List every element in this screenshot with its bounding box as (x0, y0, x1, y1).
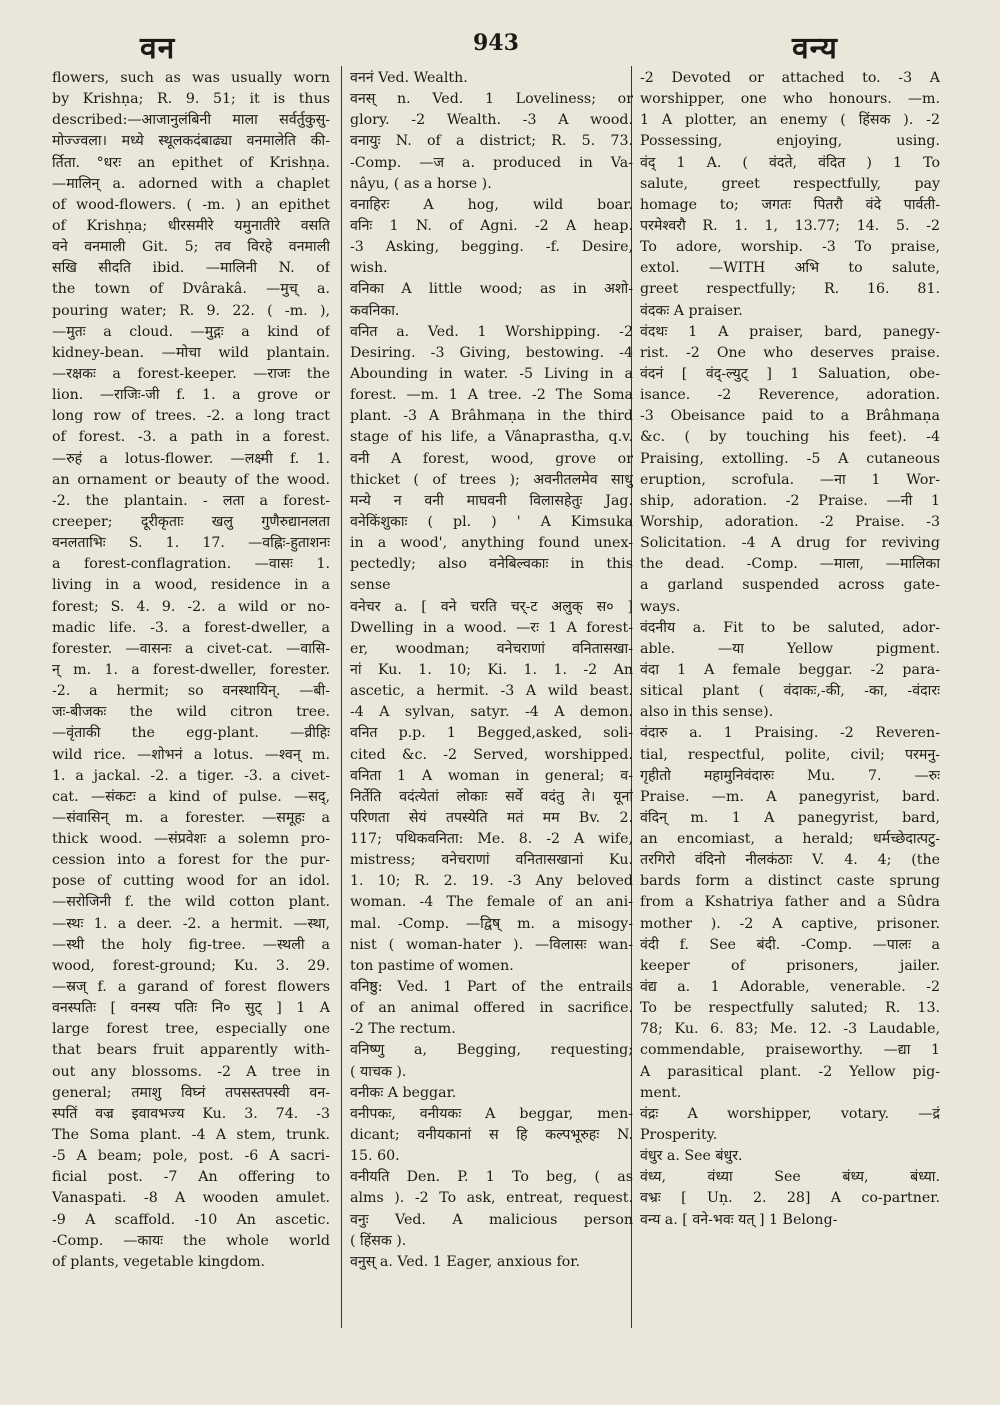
text-line: —स्रज् f. a garand of forest flowers (52, 979, 330, 996)
text-line: गृहीतो महामुनिवंदारुः Mu. 7. —रुः (640, 767, 940, 784)
text-line: वंधुर a. See बंधुर. (640, 1148, 743, 1165)
text-line: stage of his life, a Vânaprastha, q.v. (350, 429, 633, 446)
text-line: वनिता 1 A woman in general; व- (350, 767, 633, 784)
text-line: er, woodman; वनेचराणां वनितासखा- (350, 640, 633, 657)
text-line: मोज्ज्वला। मध्ये स्थूलकदंबाढ्या वनमालेति की- (52, 133, 330, 150)
text-line: greet respectfully; R. 16. 81. (640, 281, 940, 298)
text-line: Praise. —m. A panegyrist, bard. (640, 788, 940, 805)
text-line: वंदथः 1 A praiser, bard, panegy- (640, 323, 940, 340)
text-line: sense (350, 577, 391, 594)
text-line: स्पतिं वज्र इवावभज्य Ku. 3. 74. -3 (52, 1105, 330, 1122)
text-line: rist. -2 One who deserves praise. (640, 344, 940, 361)
text-line: परिणता सेयं तपस्येति मतं मम Bv. 2. (350, 809, 633, 826)
text-line: dicant; वनीयकानां स हि कल्पभूरुहः N. (350, 1127, 633, 1144)
text-line: thicket ( of trees ); अवनीतलमेव साधु (350, 471, 633, 488)
text-line: of wood-flowers. ( -m. ) an epithet (52, 196, 330, 213)
text-line: ( हिंसक ). (350, 1232, 407, 1249)
text-line: वनस् n. Ved. 1 Loveliness; or (350, 91, 633, 108)
text-line: Possessing, enjoying, using. (640, 133, 940, 150)
text-line: —स्थी the holy fig-tree. —स्थली a (52, 936, 330, 953)
page-header (0, 18, 1000, 66)
text-line: —रक्षकः a forest-keeper. —राजः the (52, 365, 330, 382)
text-line: a forest-conflagration. —वासः 1. (52, 556, 330, 573)
text-line: To be respectfully saluted; R. 13. (640, 1000, 940, 1017)
text-line: -3 Obeisance paid to a Brâhmaṇa (640, 408, 940, 425)
text-line: वंदी f. See बंदी. -Comp. —पालः a (640, 936, 940, 953)
text-line: pectedly; also वनेबिल्वकाः in this (350, 556, 633, 573)
text-line: Abounding in water. -5 Living in a (350, 365, 633, 382)
text-line: वंदिन् m. 1 A panegyrist, bard, (640, 809, 940, 826)
text-line: परमेश्वरौ R. 1. 1, 13.77; 14. 5. -2 (640, 217, 940, 234)
text-line: वननं Ved. Wealth. (350, 70, 468, 86)
text-line: eruption, scrofula. —ना 1 Wor- (640, 471, 940, 488)
text-line: ton pastime of women. (350, 957, 514, 974)
text-line: commendable, praiseworthy. —द्या 1 (640, 1042, 940, 1059)
text-line: -2 The rectum. (350, 1021, 456, 1038)
text-line: also in this sense). (640, 704, 774, 721)
text-line: long row of trees. -2. a long tract (52, 408, 330, 425)
text-line: 1 A plotter, an enemy ( हिंसक ). -2 (640, 112, 940, 129)
text-line: bards form a distinct caste sprung (640, 873, 940, 890)
column-1 (52, 68, 330, 1333)
text-line: alms ). -2 To ask, entreat, request. (350, 1190, 633, 1207)
text-line: the town of Dvârakâ. —मुच् a. (52, 281, 330, 298)
column-divider-1 (341, 66, 342, 1328)
text-line: ascetic, a hermit. -3 A wild beast. (350, 683, 633, 700)
text-line: salute, greet respectfully, pay (640, 175, 940, 192)
text-line: the dead. -Comp. —माला, —मालिका (640, 556, 940, 573)
text-line: वंध्य, वंध्या See बंध्य, बंध्या. (640, 1169, 940, 1186)
text-line: described:—आजानुलंबिनी माला सर्वर्तुकुसु- (52, 112, 330, 129)
text-line: large forest tree, especially one (52, 1021, 330, 1038)
text-line: वनाहिरः A hog, wild boar. (350, 196, 633, 213)
text-line: ( याचक ). (350, 1063, 407, 1080)
text-line: of Krishṇa; धीरसमीरे यमुनातीरे वसति (52, 217, 330, 234)
text-line: To adore, worship. -3 To praise, (640, 239, 940, 256)
text-line: an encomiast, a herald; धर्मच्छेदात्पटु- (640, 831, 940, 848)
text-line: —स्थः 1. a deer. -2. a hermit. —स्था, (52, 915, 330, 932)
text-line: plant. -3 A Brâhmaṇa in the third (350, 408, 633, 425)
text-line: tial, respectful, polite, civil; परमनु- (640, 746, 940, 763)
text-line: woman. -4 The female of an ani- (350, 894, 633, 911)
text-line: mother ). -2 A captive, prisoner. (640, 915, 940, 932)
column-3 (640, 68, 940, 1333)
text-line: मन्ये न वनी माघवनी विलासहेतुः Jag. (350, 492, 633, 509)
text-line: homage to; जगतः पितरौ वंदे पार्वती- (640, 196, 940, 213)
text-line: creeper; दूरीकृताः खलु गुणैरुद्यानलता (52, 513, 330, 530)
text-line: isance. -2 Reverence, adoration. (640, 387, 940, 404)
text-line: —सरोजिनी f. the wild cotton plant. (52, 894, 330, 911)
text-line: —मुतः a cloud. —मुद्गः a kind of (52, 323, 330, 340)
text-line: forest; S. 4. 9. -2. a wild or no- (52, 598, 330, 615)
text-line: madic life. -3. a forest-dweller, a (52, 619, 330, 636)
text-line: A parasitical plant. -2 Yellow pig- (640, 1063, 940, 1080)
text-line: वनी A forest, wood, grove or (350, 450, 633, 467)
text-line: र्तिता. °धरः an epithet of Krishṇa. (52, 154, 330, 171)
text-line: ways. (640, 598, 681, 615)
text-line: forest. —m. 1 A tree. -2 The Soma (350, 387, 633, 404)
text-line: न् m. 1. a forest-dweller, forester. (52, 661, 330, 678)
text-line: जः-बीजकः the wild citron tree. (52, 704, 330, 721)
text-line: वंद्रः A worshipper, votary. —द्रं (640, 1105, 940, 1122)
text-line: cession into a forest for the pur- (52, 852, 330, 869)
text-line: वनीपकः, वनीयकः A beggar, men- (350, 1105, 633, 1122)
text-line: wild rice. —शोभनं a lotus. —श्वन् m. (52, 746, 330, 763)
text-line: flowers, such as was usually worn (52, 70, 330, 86)
text-line: नां Ku. 1. 10; Ki. 1. 1. -2 An (350, 661, 633, 678)
text-line: —वृंताकी the egg-plant. —व्रीहिः (52, 725, 330, 742)
text-line: Vanaspati. -8 A wooden amulet. (52, 1190, 330, 1207)
text-line: वंदनीय a. Fit to be saluted, ador- (640, 619, 940, 636)
text-line: वनायुः N. of a district; R. 5. 73. (350, 133, 633, 150)
text-line: of forest. -3. a path in a forest. (52, 429, 330, 446)
text-line: —मालिन् a. adorned with a chaplet (52, 175, 330, 192)
text-line: by Krishṇa; R. 9. 51; it is thus (52, 91, 330, 108)
text-line: वनीकः A beggar. (350, 1084, 457, 1101)
text-line: वनिष्णु a, Begging, requesting; (350, 1042, 633, 1059)
text-line: वनिका A little wood; as in अशो- (350, 281, 633, 298)
text-line: extol. —WITH अभि to salute, (640, 260, 940, 277)
text-line: Worship, adoration. -2 Praise. -3 (640, 513, 940, 530)
text-line: वनुः Ved. A malicious person (350, 1211, 633, 1228)
text-line: &c. ( by touching his feet). -4 (640, 429, 940, 446)
left-running-headword: वन (140, 31, 176, 66)
text-line: कवनिका. (350, 302, 400, 319)
text-line: तरगिरो वंदिनो नीलकंठाः V. 4. 4; (the (640, 852, 940, 869)
text-line: 1. a jackal. -2. a tiger. -3. a civet- (52, 767, 330, 784)
text-line: -2. the plantain. - लता a forest- (52, 492, 330, 509)
text-line: sitical plant ( वंदाकः,-की, -का, -वंदारः (640, 683, 940, 700)
text-line: kidney-bean. —मोचा wild plantain. (52, 344, 330, 361)
text-line: 1. 10; R. 2. 19. -3 Any beloved (350, 873, 633, 890)
text-line: worshipper, one who honours. —m. (640, 91, 940, 108)
text-line: keeper of prisoners, jailer. (640, 957, 940, 974)
text-line: वन्य a. [ वने-भवः यत् ] 1 Belong- (640, 1211, 838, 1228)
text-line: able. —या Yellow pigment. (640, 640, 940, 657)
text-line: सखि सीदति ibid. —मालिनी N. of (52, 260, 330, 277)
text-line: nâyu, ( as a horse ). (350, 175, 492, 192)
text-line: wood, forest-ground; Ku. 3. 29. (52, 957, 330, 974)
text-line: वनुस् a. Ved. 1 Eager, anxious for. (350, 1253, 580, 1270)
text-line: -Comp. —ज a. produced in Va- (350, 154, 633, 171)
text-line: वभ्रः [ Uṇ. 2. 28] A co-partner. (640, 1190, 940, 1207)
text-line: -4 A sylvan, satyr. -4 A demon. (350, 704, 633, 721)
text-line: glory. -2 Wealth. -3 A wood. (350, 112, 633, 129)
text-line: 117; पथिकवनिता: Me. 8. -2 A wife, (350, 831, 633, 848)
text-line: Desiring. -3 Giving, bestowing. -4 (350, 344, 633, 361)
text-line: वनलताभिः S. 1. 17. —वह्निः-हुताशनः (52, 535, 330, 552)
text-line: living in a wood, residence in a (52, 577, 330, 594)
text-line: mistress; वनेचराणां वनितासखानां Ku. (350, 852, 633, 869)
text-line: —संवासिन् m. a forester. —समूहः a (52, 809, 330, 826)
text-line: वनीयति Den. P. 1 To beg, ( as (350, 1169, 633, 1186)
text-line: -5 A beam; pole, post. -6 A sacri- (52, 1148, 330, 1165)
text-line: वंदा 1 A female beggar. -2 para- (640, 661, 940, 678)
text-line: -2 Devoted or attached to. -3 A (640, 70, 940, 86)
text-line: -9 A scaffold. -10 An ascetic. (52, 1211, 330, 1228)
text-line: वनेचर a. [ वने चरति चर्-ट अलुक् स० ] (350, 598, 633, 615)
text-line: -2. a hermit; so वनस्थायिन्. —बी- (52, 683, 330, 700)
text-line: वनित p.p. 1 Begged,asked, soli- (350, 725, 633, 742)
text-line: 15. 60. (350, 1148, 400, 1165)
text-line: वंदनं [ वंद्-ल्युट् ] 1 Saluation, obe- (640, 365, 940, 382)
text-line: an ornament or beauty of the wood. (52, 471, 330, 488)
text-line: ment. (640, 1084, 682, 1101)
text-line: a garland suspended across gate- (640, 577, 940, 594)
text-line: wish. (350, 260, 388, 277)
text-line: ficial post. -7 An offering to (52, 1169, 330, 1186)
text-line: thick wood. —संप्रवेशः a solemn pro- (52, 831, 330, 848)
text-line: Praising, extolling. -5 A cutaneous (640, 450, 940, 467)
text-line: —रुहं a lotus-flower. —लक्ष्मी f. 1. (52, 450, 330, 467)
text-line: Prosperity. (640, 1127, 718, 1144)
text-line: वनिः 1 N. of Agni. -2 A heap. (350, 217, 633, 234)
right-running-headword: वन्य (792, 31, 838, 66)
text-line: that bears fruit apparently with- (52, 1042, 330, 1059)
text-line: The Soma plant. -4 A stem, trunk. (52, 1127, 330, 1144)
text-line: निर्तेति वदंत्येतां लोकाः सर्वे वदंतु ते। यूनां (350, 788, 633, 805)
text-line: of plants, vegetable kingdom. (52, 1253, 266, 1270)
column-2 (350, 68, 633, 1333)
text-line: वंद्य a. 1 Adorable, venerable. -2 (640, 979, 940, 996)
text-line: general; तमाशु विघ्नं तपसस्तपस्वी वन- (52, 1084, 330, 1101)
text-line: वनस्पतिः [ वनस्य पतिः नि० सुट् ] 1 A (52, 1000, 330, 1017)
text-line: वंद् 1 A. ( वंदते, वंदित ) 1 To (640, 154, 940, 171)
page-number: 943 (473, 30, 519, 56)
text-line: forester. —वासनः a civet-cat. —वासि- (52, 640, 330, 657)
text-line: वनिष्ठु: Ved. 1 Part of the entrails (350, 979, 633, 996)
text-line: Dwelling in a wood. —रः 1 A forest- (350, 619, 633, 636)
text-line: वनेकिंशुकाः ( pl. ) ' A Kimsuka (350, 513, 633, 530)
text-line: 78; Ku. 6. 83; Me. 12. -3 Laudable, (640, 1021, 940, 1038)
text-line: -3 Asking, begging. -f. Desire, (350, 239, 633, 256)
text-line: ship, adoration. -2 Praise. —नी 1 (640, 492, 940, 509)
text-line: in a wood', anything found unex- (350, 535, 633, 552)
text-line: cited &c. -2 Served, worshipped. (350, 746, 633, 763)
text-line: lion. —राजिः-जी f. 1. a grove or (52, 387, 330, 404)
text-line: -Comp. —कायः the whole world (52, 1232, 330, 1249)
text-line: वंदकः A praiser. (640, 302, 743, 319)
text-line: वनित a. Ved. 1 Worshipping. -2 (350, 323, 633, 340)
text-line: mal. -Comp. —द्विष् m. a misogy- (350, 915, 633, 932)
text-line: pose of cutting wood for an idol. (52, 873, 330, 890)
text-line: out any blossoms. -2 A tree in (52, 1063, 330, 1080)
text-line: वने वनमाली Git. 5; तव विरहे वनमाली (52, 239, 330, 256)
text-line: cat. —संकटः a kind of pulse. —सद्, (52, 788, 330, 805)
text-line: वंदारु a. 1 Praising. -2 Reveren- (640, 725, 940, 742)
text-line: nist ( woman-hater ). —विलासः wan- (350, 936, 633, 953)
text-line: from a Kshatriya father and a Sûdra (640, 894, 940, 911)
text-line: Solicitation. -4 A drug for reviving (640, 535, 940, 552)
text-line: of an animal offered in sacrifice. (350, 1000, 633, 1017)
text-line: pouring water; R. 9. 22. ( -m. ), (52, 302, 330, 319)
